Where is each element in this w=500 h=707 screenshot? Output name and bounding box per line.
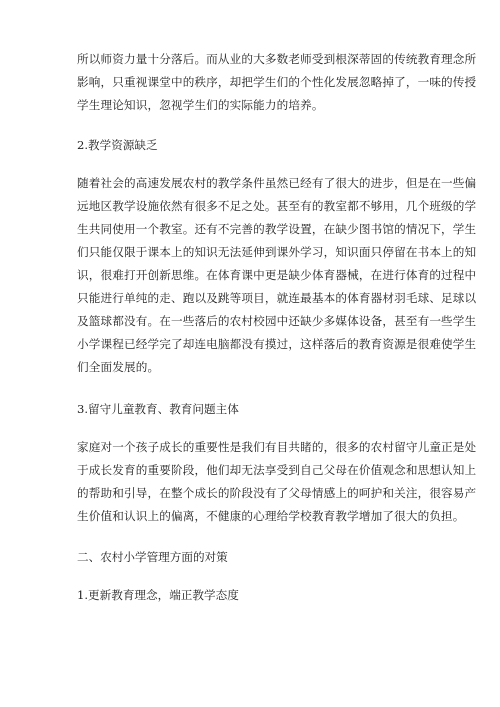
paragraph-line: 家庭对一个孩子成长的重要性是我们有目共睹的，很多的农村留守儿童正是处 <box>77 440 477 454</box>
section-heading-left-behind-children: 3.留守儿童教育、教育问题主体 <box>77 402 239 416</box>
section-heading-teaching-resources: 2.教学资源缺乏 <box>77 138 158 152</box>
paragraph-teacher-quality <box>77 48 477 117</box>
paragraph-line: 及篮球都没有。在一些落后的农村校园中还缺少多媒体设备，甚至有一些学生 <box>77 314 477 328</box>
paragraph-line: 远地区教学设施依然有很多不足之处。甚至有的教室都不够用，几个班级的学 <box>77 199 477 213</box>
paragraph-line: 识，很难打开创新思维。在体育课中更是缺少体育器械，在进行体育的过程中 <box>77 268 477 282</box>
paragraph-line: 的帮助和引导，在整个成长的阶段没有了父母情感上的呵护和关注，很容易产 <box>77 486 477 500</box>
paragraph-line: 随着社会的高速发展农村的教学条件虽然已经有了很大的进步，但是在一些偏 <box>77 176 477 190</box>
subsection-heading-update-education-concept: 1.更新教育理念，端正教学态度 <box>77 588 239 602</box>
paragraph-line: 所以师资力量十分落后。而从业的大多数老师受到根深蒂固的传统教育理念所 <box>77 52 477 66</box>
paragraph-line: 生价值和认识上的偏离，不健康的心理给学校教育教学增加了很大的负担。 <box>77 509 465 523</box>
section-heading-management-countermeasures: 二、农村小学管理方面的对策 <box>77 550 228 564</box>
paragraph-line: 们全面发展的。 <box>77 360 160 374</box>
paragraph-line: 们只能仅限于课本上的知识无法延伸到课外学习，知识面只停留在书本上的知 <box>77 245 477 259</box>
paragraph-line: 生共同使用一个教室。还有不完善的教学设置，在缺少图书馆的情况下，学生 <box>77 222 477 236</box>
paragraph-teaching-resources <box>77 172 477 379</box>
paragraph-line: 学生理论知识，忽视学生们的实际能力的培养。 <box>77 98 324 112</box>
paragraph-line: 影响，只重视课堂中的秩序，却把学生们的个性化发展忽略掉了，一味的传授 <box>77 75 477 89</box>
document-page <box>77 48 477 607</box>
paragraph-line: 只能进行单纯的走、跑以及跳等项目，就连最基本的体育器材羽毛球、足球以 <box>77 291 477 305</box>
paragraph-line: 小学课程已经学完了却连电脑都没有摸过，这样落后的教育资源是很难使学生 <box>77 337 477 351</box>
paragraph-line: 于成长发育的重要阶段，他们却无法享受到自己父母在价值观念和思想认知上 <box>77 463 477 477</box>
paragraph-left-behind-children <box>77 436 477 528</box>
